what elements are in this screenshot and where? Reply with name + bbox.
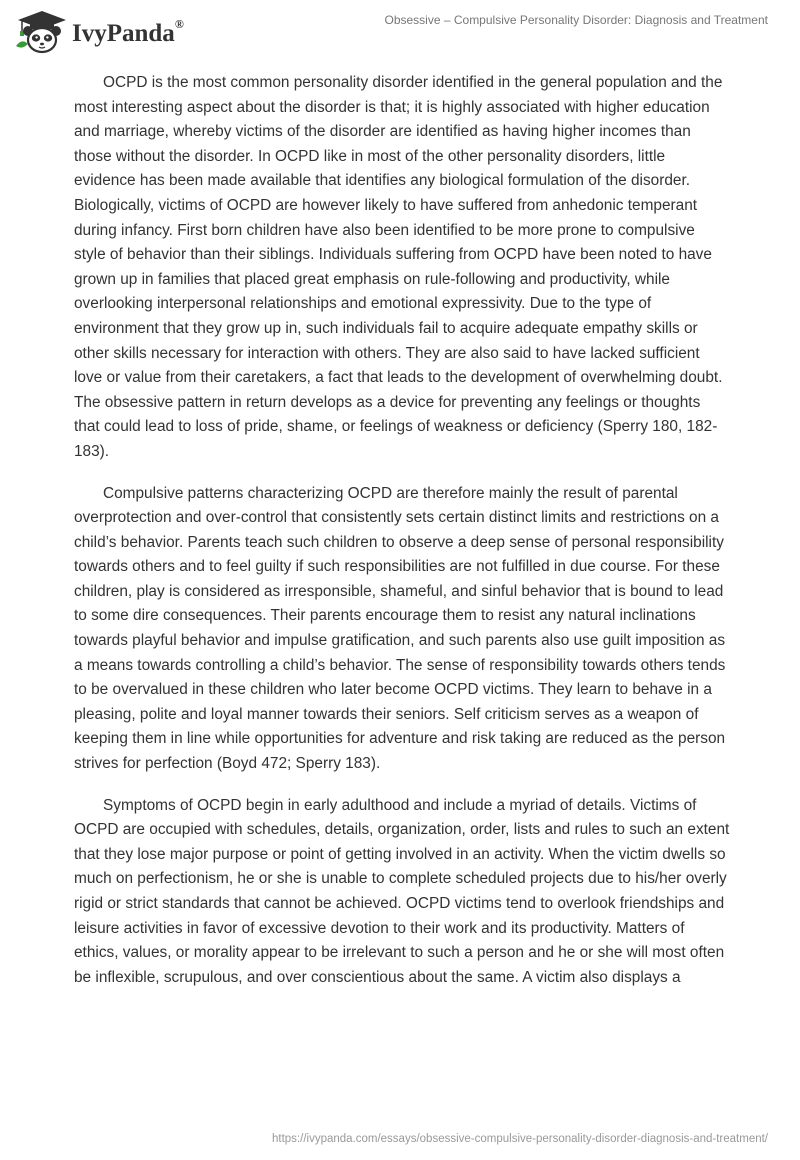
source-url[interactable]: https://ivypanda.com/essays/obsessive-compulsive-personality-disorder-diagnosis-and-treatment/ [272,1133,768,1145]
paragraph: OCPD is the most common personality disorder identified in the general population and the most interesting aspect about the disorder is that; it is highly associated with higher education and marriage, whereby victims of the disorder are identified as having higher incomes than those without the disorder. In OCPD like in most of the other personality disorders, little evidence has been made available that identifies any biological formulation of the disorder. Biologically, victims of OCPD are however likely to have suffered from anhedonic temperant during infancy. First born children have also been identified to be more prone to compulsive style of behavior than their siblings. Individuals suffering from OCPD have been noted to have grown up in families that placed great emphasis on rule-following and productivity, while overlooking interpersonal relationships and emotional expressivity. Due to the type of environment that they grow up in, such individuals fail to acquire adequate empathy skills or other skills necessary for interaction with others. They are also said to have lacked sufficient love or value from their caretakers, a fact that leads to the development of overwhelming doubt. The obsessive pattern in return develops as a device for preventing any feelings or thoughts that could lead to loss of pride, shame, or feelings of weakness or deficiency (Sperry 180, 182-183). [74,74,723,460]
essay-body [74,71,730,1007]
paragraph: Symptoms of OCPD begin in early adulthood and include a myriad of details. Victims of OCPD are occupied with schedules, details, organization, order, lists and rules to such an extent that they lose major purpose or point of getting involved in an activity. When the victim dwells so much on perfectionism, he or she is unable to complete scheduled projects due to his/her overly rigid or strict standards that cannot be achieved. OCPD victims tend to overlook friendships and leisure activities in favor of excessive devotion to their work and its productivity. Matters of ethics, values, or morality appear to be irrelevant to such a person and he or she will most often be inflexible, scrupulous, and over conscientious about the same. A victim also displays a [74,796,730,986]
paragraph: Compulsive patterns characterizing OCPD are therefore mainly the result of parental overprotection and over-control that consistently sets certain distinct limits and restrictions on a child’s behavior. Parents teach such children to observe a deep sense of personal responsibility towards others and to feel guilty if such responsibilities are not fulfilled in due course. For these children, play is considered as irresponsible, shameful, and sinful behavior that is bound to lead to some dire consequences. Their parents encourage them to resist any natural inclinations towards playful behavior and impulse gratification, and such parents also use guilt imposition as a means towards controlling a child’s behavior. The sense of responsibility towards others tends to be overvalued in these children who later become OCPD victims. They learn to behave in a pleasing, polite and loyal manner towards their seniors. Self criticism serves as a weapon of keeping them in line while opportunities for adventure and risk taking are reduced as the person strives for perfection (Boyd 472; Sperry 183). [74,484,726,773]
registered-mark: ® [174,16,184,31]
panda-graduate-icon [14,10,70,54]
brand-name-text: IvyPanda [72,20,175,47]
brand-name [72,16,184,48]
page-header [0,0,800,60]
brand-logo[interactable] [14,10,184,54]
document-title: Obsessive – Compulsive Personality Disorder: Diagnosis and Treatment [384,13,768,27]
